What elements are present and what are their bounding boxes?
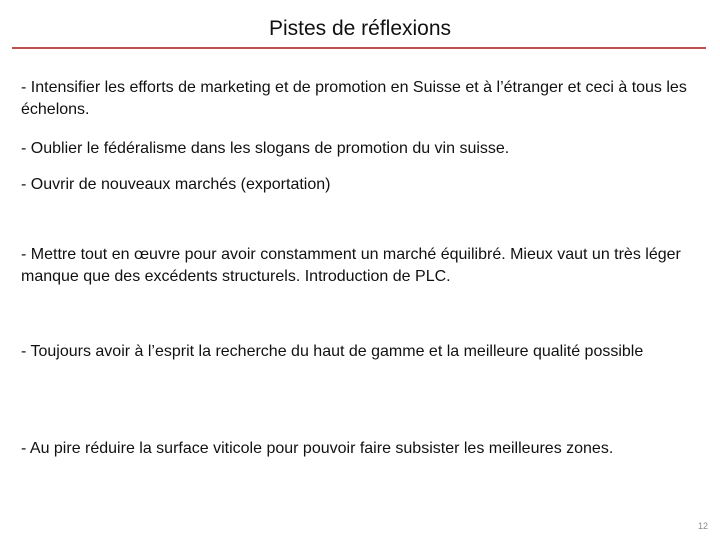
bullet-item-marche-equilibre: - Mettre tout en œuvre pour avoir constamment un marché équilibré. Mieux vaut un très léger manque que des excédents structurels. Introduction de PLC. [21, 246, 681, 285]
bullet-item-haut-de-gamme: - Toujours avoir à l’esprit la recherche du haut de gamme et la meilleure qualité possible [21, 343, 644, 360]
page-number: 12 [697, 521, 708, 531]
slide-title: Pistes de réflexions [268, 17, 452, 40]
bullet-item-exportation: - Ouvrir de nouveaux marchés (exportation) [21, 176, 331, 193]
bullet-item-federalisme: - Oublier le fédéralisme dans les slogans de promotion du vin suisse. [21, 140, 510, 157]
bullet-item-surface-viticole: - Au pire réduire la surface viticole pour pouvoir faire subsister les meilleures zones. [21, 440, 614, 457]
title-divider [12, 47, 706, 49]
bullet-item-marketing: - Intensifier les efforts de marketing et de promotion en Suisse et à l’étranger et ceci à tous les échelons. [21, 79, 687, 118]
